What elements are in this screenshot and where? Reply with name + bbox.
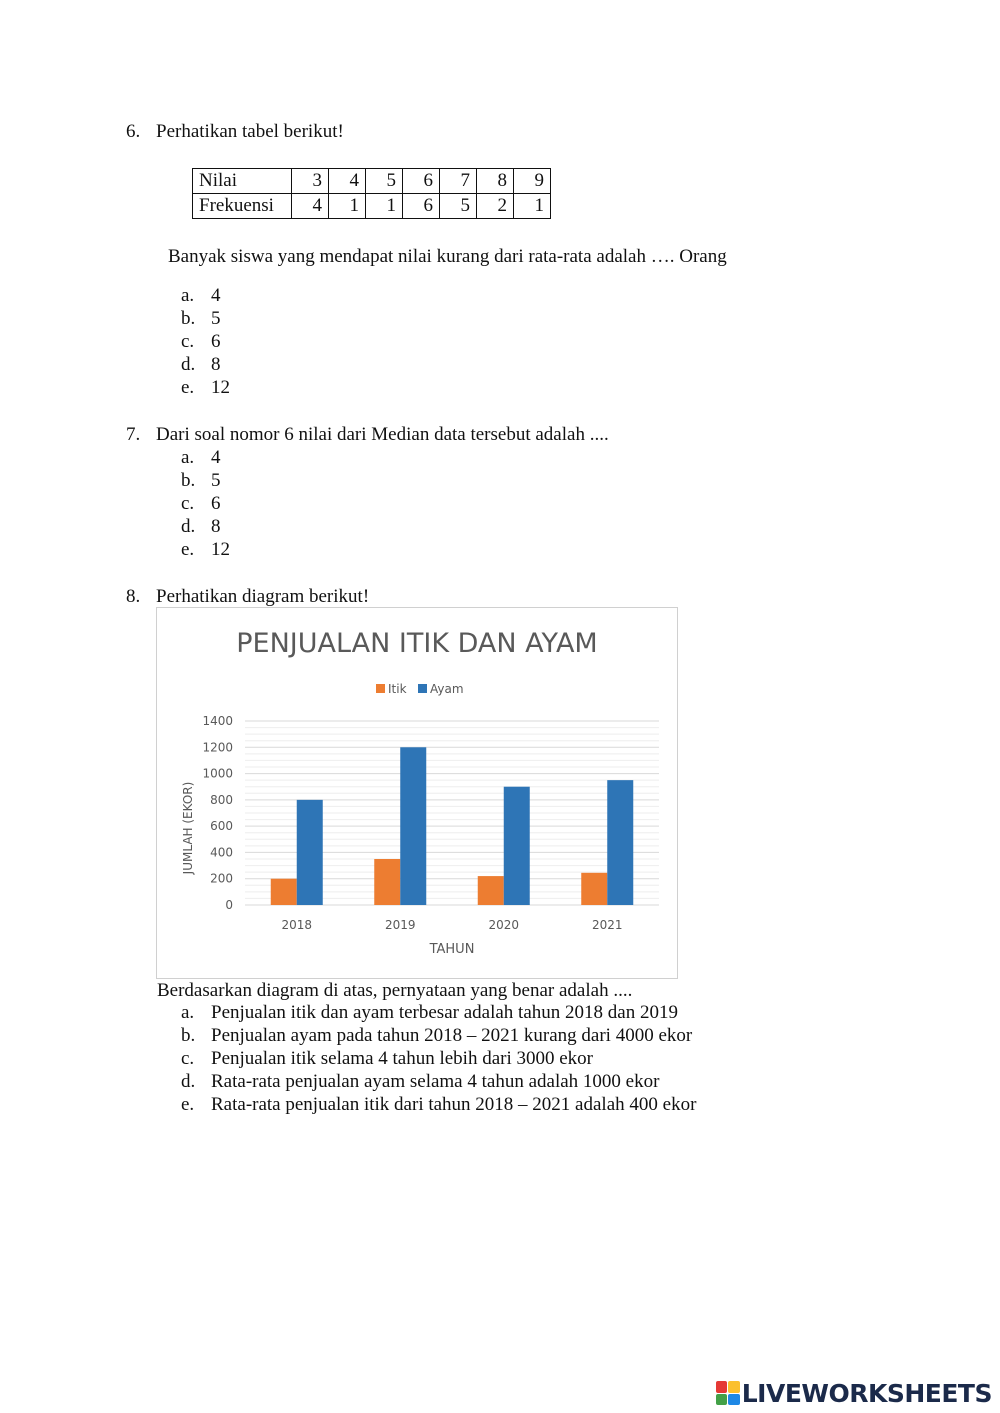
legend-label-ayam: Ayam (430, 682, 464, 696)
x-tick-label: 2020 (488, 918, 520, 932)
table-row (193, 169, 551, 194)
q8-option-d[interactable] (181, 1070, 659, 1093)
chart-y-axis (202, 714, 233, 912)
table-row-header: Nilai (193, 169, 292, 194)
option-letter: a. (181, 1002, 195, 1023)
question-prompt: Dari soal nomor 6 nilai dari Median data tersebut adalah .... (156, 424, 609, 445)
question-prompt: Perhatikan tabel berikut! (156, 121, 344, 142)
option-letter: b. (181, 1025, 196, 1046)
table-cell: 6 (403, 169, 440, 194)
option-text: 4 (211, 447, 221, 468)
option-text: 12 (211, 539, 230, 560)
table-cell: 4 (329, 169, 366, 194)
table-cell: 8 (477, 169, 514, 194)
q6-option-d[interactable] (181, 353, 221, 376)
q7-option-c[interactable] (181, 492, 221, 515)
table-cell: 1 (366, 194, 403, 219)
option-text: 5 (211, 470, 221, 491)
bar-ayam-2020 (504, 787, 530, 905)
q6-option-b[interactable] (181, 307, 221, 330)
chart-legend (376, 682, 464, 696)
y-tick-label: 1400 (202, 714, 233, 728)
option-letter: a. (181, 447, 195, 468)
option-letter: c. (181, 331, 195, 352)
bar-ayam-2018 (297, 800, 323, 905)
option-letter: c. (181, 493, 195, 514)
x-tick-label: 2021 (591, 918, 623, 932)
option-text: Penjualan itik dan ayam terbesar adalah tahun 2018 dan 2019 (211, 1002, 678, 1023)
option-text: 5 (211, 308, 221, 329)
y-tick-label: 400 (210, 845, 233, 860)
bar-ayam-2019 (400, 747, 426, 905)
x-tick-label: 2019 (384, 918, 416, 932)
q7-option-e[interactable] (181, 538, 230, 561)
chart-title: PENJUALAN ITIK DAN AYAM (236, 628, 598, 659)
q8-option-c[interactable] (181, 1047, 593, 1070)
y-tick-label: 600 (210, 819, 233, 834)
table-cell: 7 (440, 169, 477, 194)
question-number: 6. (126, 121, 141, 142)
question-prompt: Perhatikan diagram berikut! (156, 586, 370, 607)
q7-option-b[interactable] (181, 469, 221, 492)
chart-x-axis (281, 918, 622, 932)
question-8-header (126, 585, 369, 609)
option-text: 8 (211, 354, 221, 375)
y-tick-label: 800 (210, 792, 233, 807)
y-tick-label: 0 (225, 898, 233, 912)
y-tick-label: 1200 (202, 740, 233, 755)
question-6-text: Banyak siswa yang mendapat nilai kurang dari rata-rata adalah …. Orang (168, 246, 727, 267)
option-text: Penjualan itik selama 4 tahun lebih dari 3000 ekor (211, 1048, 594, 1069)
q6-option-a[interactable] (181, 284, 221, 307)
option-letter: e. (181, 539, 195, 560)
option-letter: b. (181, 308, 196, 329)
option-letter: e. (181, 377, 195, 398)
bar-itik-2021 (581, 873, 607, 905)
legend-label-itik: Itik (388, 682, 407, 696)
q8-option-a[interactable] (181, 1001, 678, 1024)
frequency-table (192, 168, 551, 219)
q7-option-d[interactable] (181, 515, 221, 538)
table-cell: 5 (440, 194, 477, 219)
question-6-header (126, 120, 344, 144)
logo-square (716, 1381, 728, 1393)
q7-option-a[interactable] (181, 446, 221, 469)
table-cell: 6 (403, 194, 440, 219)
legend-swatch-ayam (418, 684, 427, 693)
x-tick-label: 2018 (281, 918, 313, 932)
question-8-text: Berdasarkan diagram di atas, pernyataan yang benar adalah .... (157, 980, 633, 1001)
option-letter: a. (181, 285, 195, 306)
question-number: 7. (126, 424, 141, 445)
q6-option-e[interactable] (181, 376, 230, 399)
q6-option-c[interactable] (181, 330, 221, 353)
question-number: 8. (126, 586, 141, 607)
table-cell: 4 (292, 194, 329, 219)
option-text: 4 (211, 285, 221, 306)
table-row (193, 194, 551, 219)
bar-itik-2018 (271, 879, 297, 905)
option-text: Rata-rata penjualan ayam selama 4 tahun adalah 1000 ekor (211, 1071, 660, 1092)
chart-canvas (157, 608, 677, 978)
chart-x-label: TAHUN (429, 942, 475, 957)
logo-square (716, 1394, 728, 1406)
chart-y-label: JUMLAH (EKOR) (181, 781, 195, 875)
option-text: 8 (211, 516, 221, 537)
liveworksheets-brand[interactable] (716, 1378, 992, 1408)
option-letter: e. (181, 1094, 195, 1115)
logo-square (728, 1394, 740, 1406)
table-cell: 1 (514, 194, 551, 219)
q8-option-e[interactable] (181, 1093, 696, 1116)
option-text: 12 (211, 377, 230, 398)
bar-chart (156, 607, 678, 979)
q8-option-b[interactable] (181, 1024, 692, 1047)
table-cell: 3 (292, 169, 329, 194)
table-cell: 1 (329, 194, 366, 219)
bar-itik-2020 (478, 876, 504, 905)
table-row-header: Frekuensi (193, 194, 292, 219)
option-text: Rata-rata penjualan itik dari tahun 2018 – 2021 adalah 400 ekor (211, 1094, 697, 1115)
table-cell: 9 (514, 169, 551, 194)
option-text: 6 (211, 493, 221, 514)
option-letter: d. (181, 354, 196, 375)
option-letter: c. (181, 1048, 195, 1069)
option-text: Penjualan ayam pada tahun 2018 – 2021 kurang dari 4000 ekor (211, 1025, 693, 1046)
option-letter: b. (181, 470, 196, 491)
bar-itik-2019 (374, 859, 400, 905)
legend-swatch-itik (376, 684, 385, 693)
question-7-header (126, 423, 609, 447)
option-letter: d. (181, 516, 196, 537)
option-text: 6 (211, 331, 221, 352)
table-cell: 5 (366, 169, 403, 194)
bar-ayam-2021 (607, 780, 633, 905)
y-tick-label: 1000 (202, 766, 233, 781)
option-letter: d. (181, 1071, 196, 1092)
brand-name: LIVEWORKSHEETS (741, 1378, 992, 1408)
table-cell: 2 (477, 194, 514, 219)
y-tick-label: 200 (210, 871, 233, 886)
liveworksheets-logo-icon (716, 1381, 740, 1405)
logo-square (728, 1381, 740, 1393)
